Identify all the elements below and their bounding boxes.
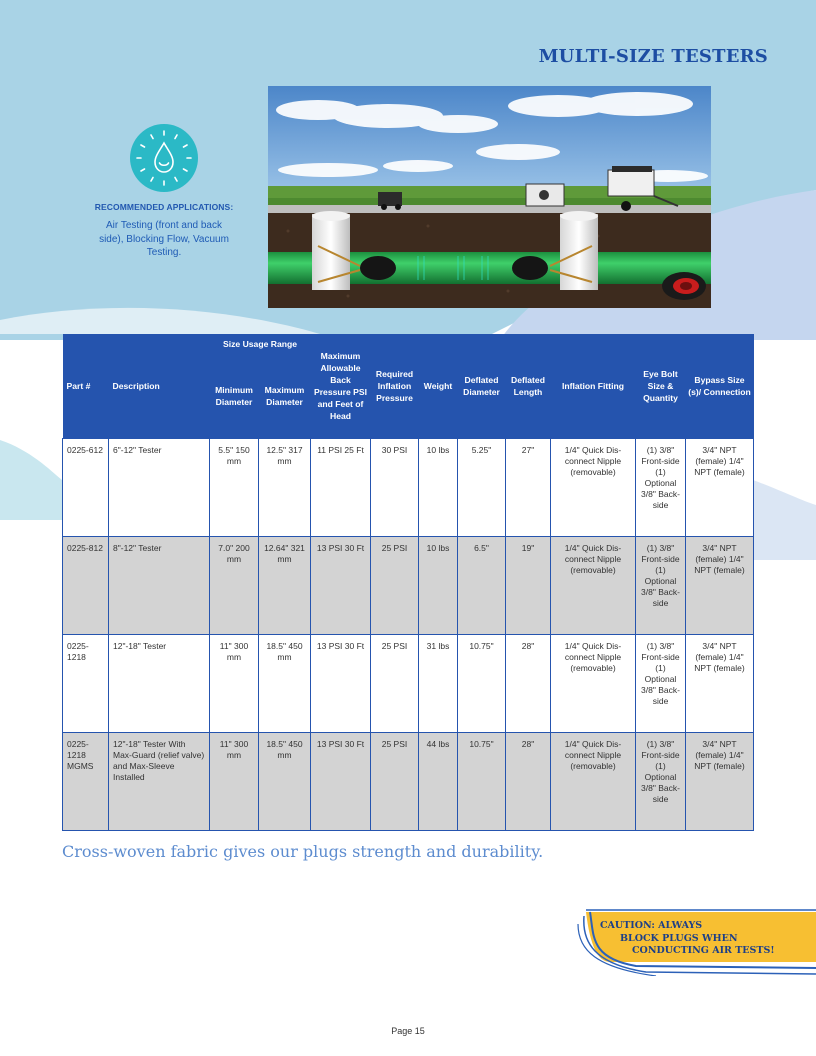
- header-deflated-diameter: Deflated Diameter: [458, 334, 506, 438]
- cell-inflation-fitting: 1/4" Quick Dis-connect Nipple (removable): [551, 438, 636, 536]
- caution-line-3: CONDUCTING AIR TESTS!: [632, 945, 775, 956]
- cell-inflation-pressure: 30 PSI: [371, 438, 419, 536]
- cell-description: 12"-18" Tester: [109, 634, 210, 732]
- cell-min-diameter: 7.0" 200 mm: [210, 536, 259, 634]
- cell-deflated-length: 28": [506, 732, 551, 830]
- cell-deflated-diameter: 6.5": [458, 536, 506, 634]
- cell-deflated-diameter: 5.25": [458, 438, 506, 536]
- caution-line-2: BLOCK PLUGS WHEN: [620, 932, 738, 944]
- cell-max-diameter: 18.5" 450 mm: [259, 634, 311, 732]
- header-back-pressure: Maximum Allowable Back Pressure PSI and Feet of Head: [311, 334, 371, 438]
- cell-inflation-fitting: 1/4" Quick Dis-connect Nipple (removable): [551, 634, 636, 732]
- recommended-heading: RECOMMENDED APPLICATIONS:: [94, 202, 234, 212]
- cell-back-pressure: 11 PSI 25 Ft: [311, 438, 371, 536]
- cell-deflated-length: 27": [506, 438, 551, 536]
- header-max-diameter: Maximum Diameter: [259, 354, 311, 438]
- header-bypass: Bypass Size (s)/ Connection: [686, 334, 754, 438]
- cell-min-diameter: 11" 300 mm: [210, 732, 259, 830]
- cell-deflated-length: 28": [506, 634, 551, 732]
- cell-min-diameter: 5.5" 150 mm: [210, 438, 259, 536]
- table-row: [63, 438, 754, 536]
- cell-inflation-pressure: 25 PSI: [371, 634, 419, 732]
- cell-inflation-pressure: 25 PSI: [371, 732, 419, 830]
- cell-weight: 10 lbs: [419, 536, 458, 634]
- header-deflated-length: Deflated Length: [506, 334, 551, 438]
- tagline: Cross-woven fabric gives our plugs strength and durability.: [62, 842, 544, 861]
- cell-part: 0225-812: [63, 536, 109, 634]
- cell-inflation-fitting: 1/4" Quick Dis-connect Nipple (removable): [551, 536, 636, 634]
- table-row: [63, 732, 754, 830]
- page-number: Page 15: [391, 1026, 425, 1036]
- cell-bypass: 3/4" NPT (female) 1/4" NPT (female): [686, 634, 754, 732]
- header-part: Part #: [63, 334, 109, 438]
- cell-eye-bolt: (1) 3/8" Front-side (1) Optional 3/8" Back-side: [636, 536, 686, 634]
- caution-banner: [576, 906, 816, 976]
- header-min-diameter: Minimum Diameter: [210, 354, 259, 438]
- water-drop-smile-icon: [130, 124, 198, 192]
- cell-part: 0225-1218: [63, 634, 109, 732]
- header-eye-bolt: Eye Bolt Size & Quantity: [636, 334, 686, 438]
- cell-max-diameter: 12.64" 321 mm: [259, 536, 311, 634]
- cell-eye-bolt: (1) 3/8" Front-side (1) Optional 3/8" Back-side: [636, 438, 686, 536]
- table-row: [63, 634, 754, 732]
- cell-back-pressure: 13 PSI 30 Ft: [311, 536, 371, 634]
- header-description: Description: [109, 334, 210, 438]
- cell-inflation-fitting: 1/4" Quick Dis-connect Nipple (removable): [551, 732, 636, 830]
- cell-deflated-diameter: 10.75": [458, 732, 506, 830]
- cell-max-diameter: 12.5" 317 mm: [259, 438, 311, 536]
- page-title: MULTI-SIZE TESTERS: [538, 46, 768, 67]
- specifications-table: [62, 334, 754, 831]
- header-size-usage-range: Size Usage Range: [210, 334, 311, 354]
- cell-bypass: 3/4" NPT (female) 1/4" NPT (female): [686, 438, 754, 536]
- cell-deflated-length: 19": [506, 536, 551, 634]
- recommended-text: Air Testing (front and back side), Blocking Flow, Vacuum Testing.: [99, 220, 229, 258]
- table-row: [63, 536, 754, 634]
- cell-inflation-pressure: 25 PSI: [371, 536, 419, 634]
- hero-illustration: [268, 86, 711, 308]
- header-inflation-fitting: Inflation Fitting: [551, 334, 636, 438]
- cell-bypass: 3/4" NPT (female) 1/4" NPT (female): [686, 732, 754, 830]
- cell-weight: 44 lbs: [419, 732, 458, 830]
- cell-weight: 10 lbs: [419, 438, 458, 536]
- cell-description: 6"-12" Tester: [109, 438, 210, 536]
- cell-part: 0225-1218 MGMS: [63, 732, 109, 830]
- cell-eye-bolt: (1) 3/8" Front-side (1) Optional 3/8" Back-side: [636, 732, 686, 830]
- cell-description: 12"-18" Tester With Max-Guard (relief valve) and Max-Sleeve Installed: [109, 732, 210, 830]
- cell-description: 8"-12" Tester: [109, 536, 210, 634]
- cell-bypass: 3/4" NPT (female) 1/4" NPT (female): [686, 536, 754, 634]
- cell-max-diameter: 18.5" 450 mm: [259, 732, 311, 830]
- header-weight: Weight: [419, 334, 458, 438]
- cell-back-pressure: 13 PSI 30 Ft: [311, 634, 371, 732]
- cell-weight: 31 lbs: [419, 634, 458, 732]
- caution-line-1: CAUTION: ALWAYS: [600, 920, 703, 931]
- cell-min-diameter: 11" 300 mm: [210, 634, 259, 732]
- cell-part: 0225-612: [63, 438, 109, 536]
- cell-back-pressure: 13 PSI 30 Ft: [311, 732, 371, 830]
- cell-eye-bolt: (1) 3/8" Front-side (1) Optional 3/8" Back-side: [636, 634, 686, 732]
- header-inflation-pressure: Required Inflation Pressure: [371, 334, 419, 438]
- cell-deflated-diameter: 10.75": [458, 634, 506, 732]
